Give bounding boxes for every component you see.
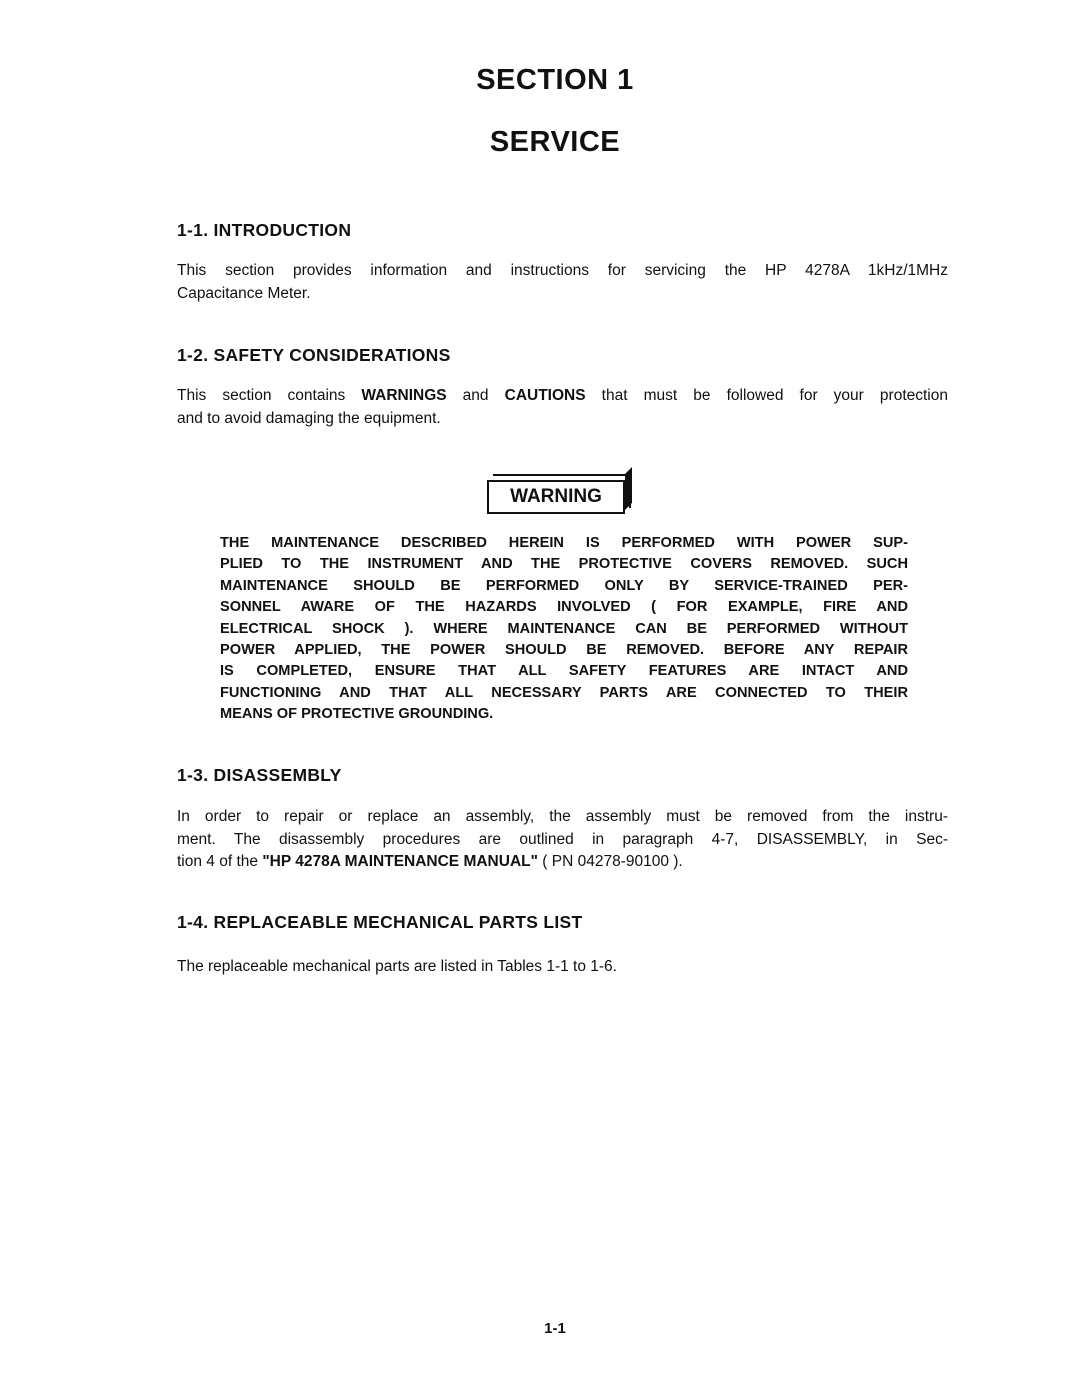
warning-label: WARNING xyxy=(487,480,625,514)
text: This section contains xyxy=(177,387,362,404)
text-line: In order to repair or replace an assembly, the assembly must be removed from the instru- xyxy=(177,808,948,825)
cautions-term: CAUTIONS xyxy=(504,387,586,404)
text: that must be followed for your protection xyxy=(585,387,948,404)
text-line xyxy=(177,385,948,408)
section-title: SECTION 1 xyxy=(476,64,634,96)
text-line: The replaceable mechanical parts are listed in Tables 1-1 to 1-6. xyxy=(177,958,617,975)
text-line: ment. The disassembly procedures are outlined in paragraph 4-7, DISASSEMBLY, in Sec- xyxy=(177,830,948,848)
heading-parts-list: 1-4. REPLACEABLE MECHANICAL PARTS LIST xyxy=(177,912,583,932)
disassembly-paragraph xyxy=(177,806,948,874)
warning-line: MAINTENANCE SHOULD BE PERFORMED ONLY BY SERVICE-TRAINED PER- xyxy=(220,577,908,594)
warning-line: MEANS OF PROTECTIVE GROUNDING. xyxy=(220,706,494,723)
safety-paragraph xyxy=(177,385,948,430)
warning-line: THE MAINTENANCE DESCRIBED HEREIN IS PERFORMED WITH POWER SUP- xyxy=(220,535,908,551)
text-line: This section provides information and instructions for servicing the HP 4278A 1kHz/1MHz xyxy=(177,262,948,279)
section-subtitle: SERVICE xyxy=(489,126,621,158)
text: and xyxy=(446,387,505,404)
heading-safety: 1-2. SAFETY CONSIDERATIONS xyxy=(177,345,451,365)
warning-line: PLIED TO THE INSTRUMENT AND THE PROTECTIVE COVERS REMOVED. SUCH xyxy=(220,556,908,573)
warning-line: POWER APPLIED, THE POWER SHOULD BE REMOVED. BEFORE ANY REPAIR xyxy=(220,642,908,659)
warnings-term: WARNINGS xyxy=(361,387,447,404)
warning-line: IS COMPLETED, ENSURE THAT ALL SAFETY FEATURES ARE INTACT AND xyxy=(220,663,908,680)
text: ( PN 04278-90100 ). xyxy=(537,853,683,870)
manual-title: "HP 4278A MAINTENANCE MANUAL" xyxy=(262,853,538,870)
text: tion 4 of the xyxy=(177,853,263,870)
warning-line: SONNEL AWARE OF THE HAZARDS INVOLVED ( FOR EXAMPLE, FIRE AND xyxy=(220,599,908,616)
page-number: 1-1 xyxy=(544,1320,566,1337)
text-line: Capacitance Meter. xyxy=(177,284,311,302)
parts-list-paragraph xyxy=(177,956,948,979)
introduction-paragraph xyxy=(177,260,948,305)
heading-introduction: 1-1. INTRODUCTION xyxy=(177,220,352,240)
text-line: and to avoid damaging the equipment. xyxy=(177,409,441,427)
text-line xyxy=(177,851,948,874)
warning-line: FUNCTIONING AND THAT ALL NECESSARY PARTS ARE CONNECTED TO THEIR xyxy=(220,684,908,701)
warning-text xyxy=(220,533,908,726)
warning-line: ELECTRICAL SHOCK ). WHERE MAINTENANCE CAN BE PERFORMED WITHOUT xyxy=(220,620,908,637)
heading-disassembly: 1-3. DISASSEMBLY xyxy=(177,765,342,785)
